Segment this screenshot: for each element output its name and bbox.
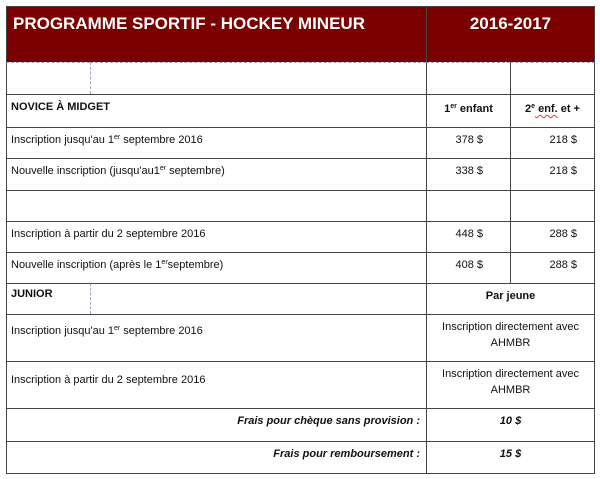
- spacer-cell: [90, 62, 426, 94]
- spacer-cell: [426, 62, 510, 94]
- season-cell: [426, 6, 595, 62]
- section-label: JUNIOR: [11, 288, 53, 300]
- price-first-child: [426, 127, 510, 158]
- table-row-label: [6, 252, 426, 283]
- value-line: Inscription directement avec: [442, 368, 579, 380]
- price-first-child: [426, 252, 510, 283]
- price-value: 448 $: [455, 228, 483, 240]
- value-line: AHMBR: [490, 337, 531, 349]
- price-first-child: [426, 221, 510, 252]
- row-label-sup: er: [114, 134, 121, 141]
- table-row-label: [6, 127, 426, 158]
- col2-sup: e: [531, 103, 536, 110]
- row-label-sup: er: [161, 259, 168, 266]
- junior-value-cell: [426, 361, 595, 408]
- fee-label: Frais pour remboursement :: [273, 448, 420, 460]
- season-label: 2016-2017: [469, 14, 552, 33]
- empty-row-cell: [426, 190, 510, 221]
- row-label-post: septembre): [167, 259, 224, 271]
- price-value: 408 $: [455, 259, 483, 271]
- row-label-pre: Inscription jusqu'au 1: [11, 134, 114, 146]
- row-label-post: septembre 2016: [120, 134, 203, 146]
- spacer-cell: [510, 62, 595, 94]
- price-value: 288 $: [549, 228, 577, 240]
- col-header-first-child: [426, 94, 510, 127]
- value-line: AHMBR: [490, 384, 531, 396]
- fee-value: 10 $: [499, 415, 522, 427]
- row-label: [11, 325, 203, 337]
- row-label-pre: Nouvelle inscription (jusqu'au1: [11, 165, 160, 177]
- fee-label-cell: [6, 408, 426, 441]
- price-value: 288 $: [549, 259, 577, 271]
- col2-mid: enf.: [535, 103, 558, 115]
- fee-label: Frais pour chèque sans provision :: [237, 415, 420, 427]
- row-label-pre: Inscription jusqu'au 1: [11, 325, 114, 337]
- value-line: Inscription directement avec: [442, 321, 579, 333]
- fee-table: [6, 6, 595, 474]
- page-title: PROGRAMME SPORTIF - HOCKEY MINEUR: [13, 14, 365, 33]
- empty-row-cell: [6, 190, 426, 221]
- col-header-additional-label: [525, 103, 580, 115]
- col1-pre: 1: [444, 103, 451, 115]
- spacer-cell: [6, 62, 90, 94]
- row-label: Inscription à partir du 2 septembre 2016: [11, 374, 206, 386]
- col-header-first-label: [444, 103, 493, 115]
- col2-post: et +: [557, 103, 580, 115]
- row-label-sup: er: [114, 325, 121, 332]
- price-additional-child: [510, 252, 595, 283]
- fee-value-cell: [426, 441, 595, 474]
- price-first-child: [426, 158, 510, 190]
- junior-value-cell: [426, 314, 595, 361]
- col1-post: enfant: [456, 103, 493, 115]
- table-row-label: [6, 314, 426, 361]
- row-label: [11, 259, 223, 271]
- price-value: 338 $: [455, 165, 483, 177]
- price-additional-child: [510, 221, 595, 252]
- fee-value-cell: [426, 408, 595, 441]
- row-label: [11, 165, 225, 177]
- empty-row-cell: [510, 190, 595, 221]
- section-heading-novice: [6, 94, 426, 127]
- col-header-per-youth: [426, 283, 595, 314]
- section-label: NOVICE À MIDGET: [11, 101, 111, 113]
- row-label-pre: Nouvelle inscription (après le 1: [11, 259, 162, 271]
- table-row-label: [6, 158, 426, 190]
- table-row-label: [6, 221, 426, 252]
- row-label-post: septembre 2016: [120, 325, 203, 337]
- row-label-post: septembre): [166, 165, 225, 177]
- fee-value: 15 $: [499, 448, 522, 460]
- col-header-label: Par jeune: [485, 290, 536, 302]
- section-heading-junior: [6, 283, 90, 314]
- price-value: 218 $: [549, 134, 577, 146]
- row-label-sup: er: [159, 165, 167, 172]
- fee-label-cell: [6, 441, 426, 474]
- row-label: [11, 134, 203, 146]
- table-row-label: [6, 361, 426, 408]
- title-cell: [6, 6, 426, 62]
- row-label: Inscription à partir du 2 septembre 2016: [11, 228, 206, 240]
- price-value: 378 $: [455, 134, 483, 146]
- col1-sup: er: [450, 103, 457, 110]
- col2-pre: 2: [525, 103, 532, 115]
- col-header-additional-child: [510, 94, 595, 127]
- price-value: 218 $: [549, 165, 577, 177]
- price-additional-child: [510, 158, 595, 190]
- price-additional-child: [510, 127, 595, 158]
- junior-spacer-cell: [90, 283, 426, 314]
